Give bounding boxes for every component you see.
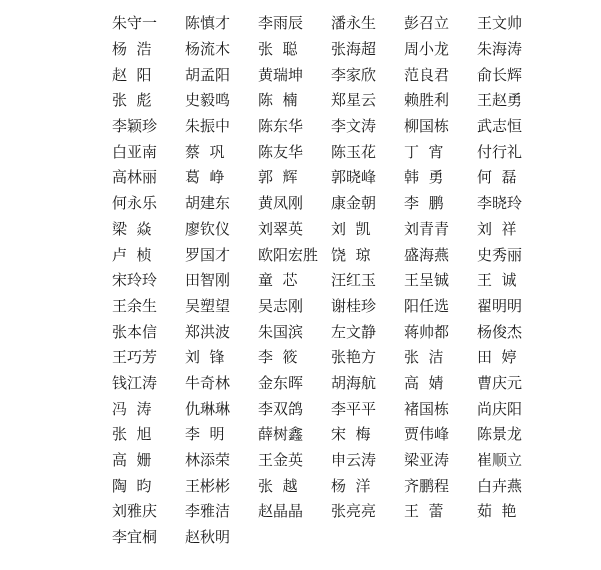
- name-entry: 朱国滨: [258, 322, 304, 341]
- name-entry: 高 姗: [112, 451, 152, 470]
- name-entry: 曹庆元: [477, 373, 523, 392]
- name-entry: 范良君: [404, 65, 450, 84]
- name-entry: 陈 楠: [258, 91, 298, 110]
- name-entry: 吴志刚: [258, 296, 304, 315]
- name-entry: 陈友华: [258, 142, 304, 161]
- name-entry: 林添荣: [185, 451, 231, 470]
- name-entry: 高林丽: [112, 168, 158, 187]
- name-entry: 李雨辰: [258, 14, 304, 33]
- name-entry: 王金英: [258, 451, 304, 470]
- name-entry: 梁亚涛: [404, 451, 450, 470]
- name-entry: 史毅鸣: [185, 91, 231, 110]
- name-entry: 张 彪: [112, 91, 152, 110]
- name-entry: 李宜桐: [112, 528, 158, 547]
- name-entry: 王余生: [112, 296, 158, 315]
- name-entry: 赵秋明: [185, 528, 231, 547]
- name-entry: 彭召立: [404, 14, 450, 33]
- name-entry: 崔顺立: [477, 451, 523, 470]
- name-entry: 李文涛: [331, 117, 377, 136]
- name-entry: 王呈铖: [404, 271, 450, 290]
- name-entry: 周小龙: [404, 40, 450, 59]
- name-entry: 王赵勇: [477, 91, 523, 110]
- name-entry: 刘雅庆: [112, 502, 158, 521]
- name-entry: 杨 洋: [331, 476, 371, 495]
- name-entry: 褚国栋: [404, 399, 450, 418]
- name-entry: 申云涛: [331, 451, 377, 470]
- name-entry: 韩 勇: [404, 168, 444, 187]
- name-entry: 罗国才: [185, 245, 231, 264]
- name-entry: 郭晓峰: [331, 168, 377, 187]
- name-entry: 牛奇林: [185, 373, 231, 392]
- name-entry: 吴塑望: [185, 296, 231, 315]
- name-entry: 张本信: [112, 322, 158, 341]
- name-entry: 左文静: [331, 322, 377, 341]
- name-entry: 胡海航: [331, 373, 377, 392]
- name-entry: 白亚南: [112, 142, 158, 161]
- name-entry: 张亮亮: [331, 502, 377, 521]
- name-entry: 胡孟阳: [185, 65, 231, 84]
- name-entry: 阳任选: [404, 296, 450, 315]
- name-entry: 齐鹏程: [404, 476, 450, 495]
- name-entry: 李 明: [185, 425, 225, 444]
- name-entry: 葛 峥: [185, 168, 225, 187]
- name-entry: 何 磊: [477, 168, 517, 187]
- name-entry: 张海超: [331, 40, 377, 59]
- name-entry: 卢 桢: [112, 245, 152, 264]
- name-entry: 郑星云: [331, 91, 377, 110]
- name-entry: 何永乐: [112, 194, 158, 213]
- name-entry: 尚庆阳: [477, 399, 523, 418]
- name-entry: 陈玉花: [331, 142, 377, 161]
- name-entry: 廖钦仪: [185, 219, 231, 238]
- name-entry: 王 诚: [477, 271, 517, 290]
- name-entry: 翟明明: [477, 296, 523, 315]
- name-entry: 刘 凯: [331, 219, 371, 238]
- name-entry: 陈景龙: [477, 425, 523, 444]
- name-entry: 贾伟峰: [404, 425, 450, 444]
- name-entry: 李家欣: [331, 65, 377, 84]
- name-entry: 李双鸽: [258, 399, 304, 418]
- name-entry: 田智刚: [185, 271, 231, 290]
- name-entry: 赖胜利: [404, 91, 450, 110]
- name-entry: 丁 宵: [404, 142, 444, 161]
- name-entry: 俞长辉: [477, 65, 523, 84]
- name-entry: 宋 梅: [331, 425, 371, 444]
- name-entry: 王彬彬: [185, 476, 231, 495]
- name-entry: 杨流木: [185, 40, 231, 59]
- name-entry: 张艳方: [331, 348, 377, 367]
- name-entry: 宋玲玲: [112, 271, 158, 290]
- name-list: [112, 11, 550, 550]
- name-entry: 付行礼: [477, 142, 523, 161]
- name-entry: 王文帅: [477, 14, 523, 33]
- name-entry: 高 婧: [404, 373, 444, 392]
- name-entry: 童 芯: [258, 271, 298, 290]
- name-entry: 刘 祥: [477, 219, 517, 238]
- name-entry: 陶 昀: [112, 476, 152, 495]
- name-entry: 朱振中: [185, 117, 231, 136]
- name-entry: 钱江涛: [112, 373, 158, 392]
- name-entry: 王巧芳: [112, 348, 158, 367]
- name-entry: 朱守一: [112, 14, 158, 33]
- name-entry: 刘 锋: [185, 348, 225, 367]
- name-entry: 武志恒: [477, 117, 523, 136]
- name-entry: 金东晖: [258, 373, 304, 392]
- name-entry: 史秀丽: [477, 245, 523, 264]
- name-entry: 盛海燕: [404, 245, 450, 264]
- name-entry: 汪红玉: [331, 271, 377, 290]
- name-entry: 郑洪波: [185, 322, 231, 341]
- name-entry: 潘永生: [331, 14, 377, 33]
- name-entry: 王 蕾: [404, 502, 444, 521]
- name-entry: 欧阳宏胜: [258, 245, 319, 264]
- name-entry: 朱海涛: [477, 40, 523, 59]
- name-entry: 张 越: [258, 476, 298, 495]
- name-entry: 张 聪: [258, 40, 298, 59]
- name-entry: 赵 阳: [112, 65, 152, 84]
- name-entry: 刘青青: [404, 219, 450, 238]
- name-entry: 杨俊杰: [477, 322, 523, 341]
- name-entry: 陈东华: [258, 117, 304, 136]
- name-entry: 梁 焱: [112, 219, 152, 238]
- name-entry: 李颖珍: [112, 117, 158, 136]
- name-entry: 李 筱: [258, 348, 298, 367]
- name-entry: 李雅洁: [185, 502, 231, 521]
- name-entry: 白卉燕: [477, 476, 523, 495]
- name-entry: 冯 涛: [112, 399, 152, 418]
- name-entry: 郭 辉: [258, 168, 298, 187]
- name-entry: 蔡 巩: [185, 142, 225, 161]
- name-entry: 张 洁: [404, 348, 444, 367]
- name-entry: 田 婷: [477, 348, 517, 367]
- name-entry: 李晓玲: [477, 194, 523, 213]
- name-entry: 张 旭: [112, 425, 152, 444]
- name-entry: 胡建东: [185, 194, 231, 213]
- name-entry: 谢桂珍: [331, 296, 377, 315]
- name-entry: 陈慎才: [185, 14, 231, 33]
- name-entry: 柳国栋: [404, 117, 450, 136]
- name-entry: 李平平: [331, 399, 377, 418]
- name-entry: 仇琳琳: [185, 399, 231, 418]
- name-entry: 刘翠英: [258, 219, 304, 238]
- name-entry: 黄瑞坤: [258, 65, 304, 84]
- name-entry: 赵晶晶: [258, 502, 304, 521]
- name-entry: 康金朝: [331, 194, 377, 213]
- name-entry: 薛树鑫: [258, 425, 304, 444]
- name-entry: 饶 琼: [331, 245, 371, 264]
- name-entry: 黄凤刚: [258, 194, 304, 213]
- name-entry: 蒋帅都: [404, 322, 450, 341]
- name-entry: 杨 浩: [112, 40, 152, 59]
- name-entry: 茹 艳: [477, 502, 517, 521]
- name-entry: 李 鹏: [404, 194, 444, 213]
